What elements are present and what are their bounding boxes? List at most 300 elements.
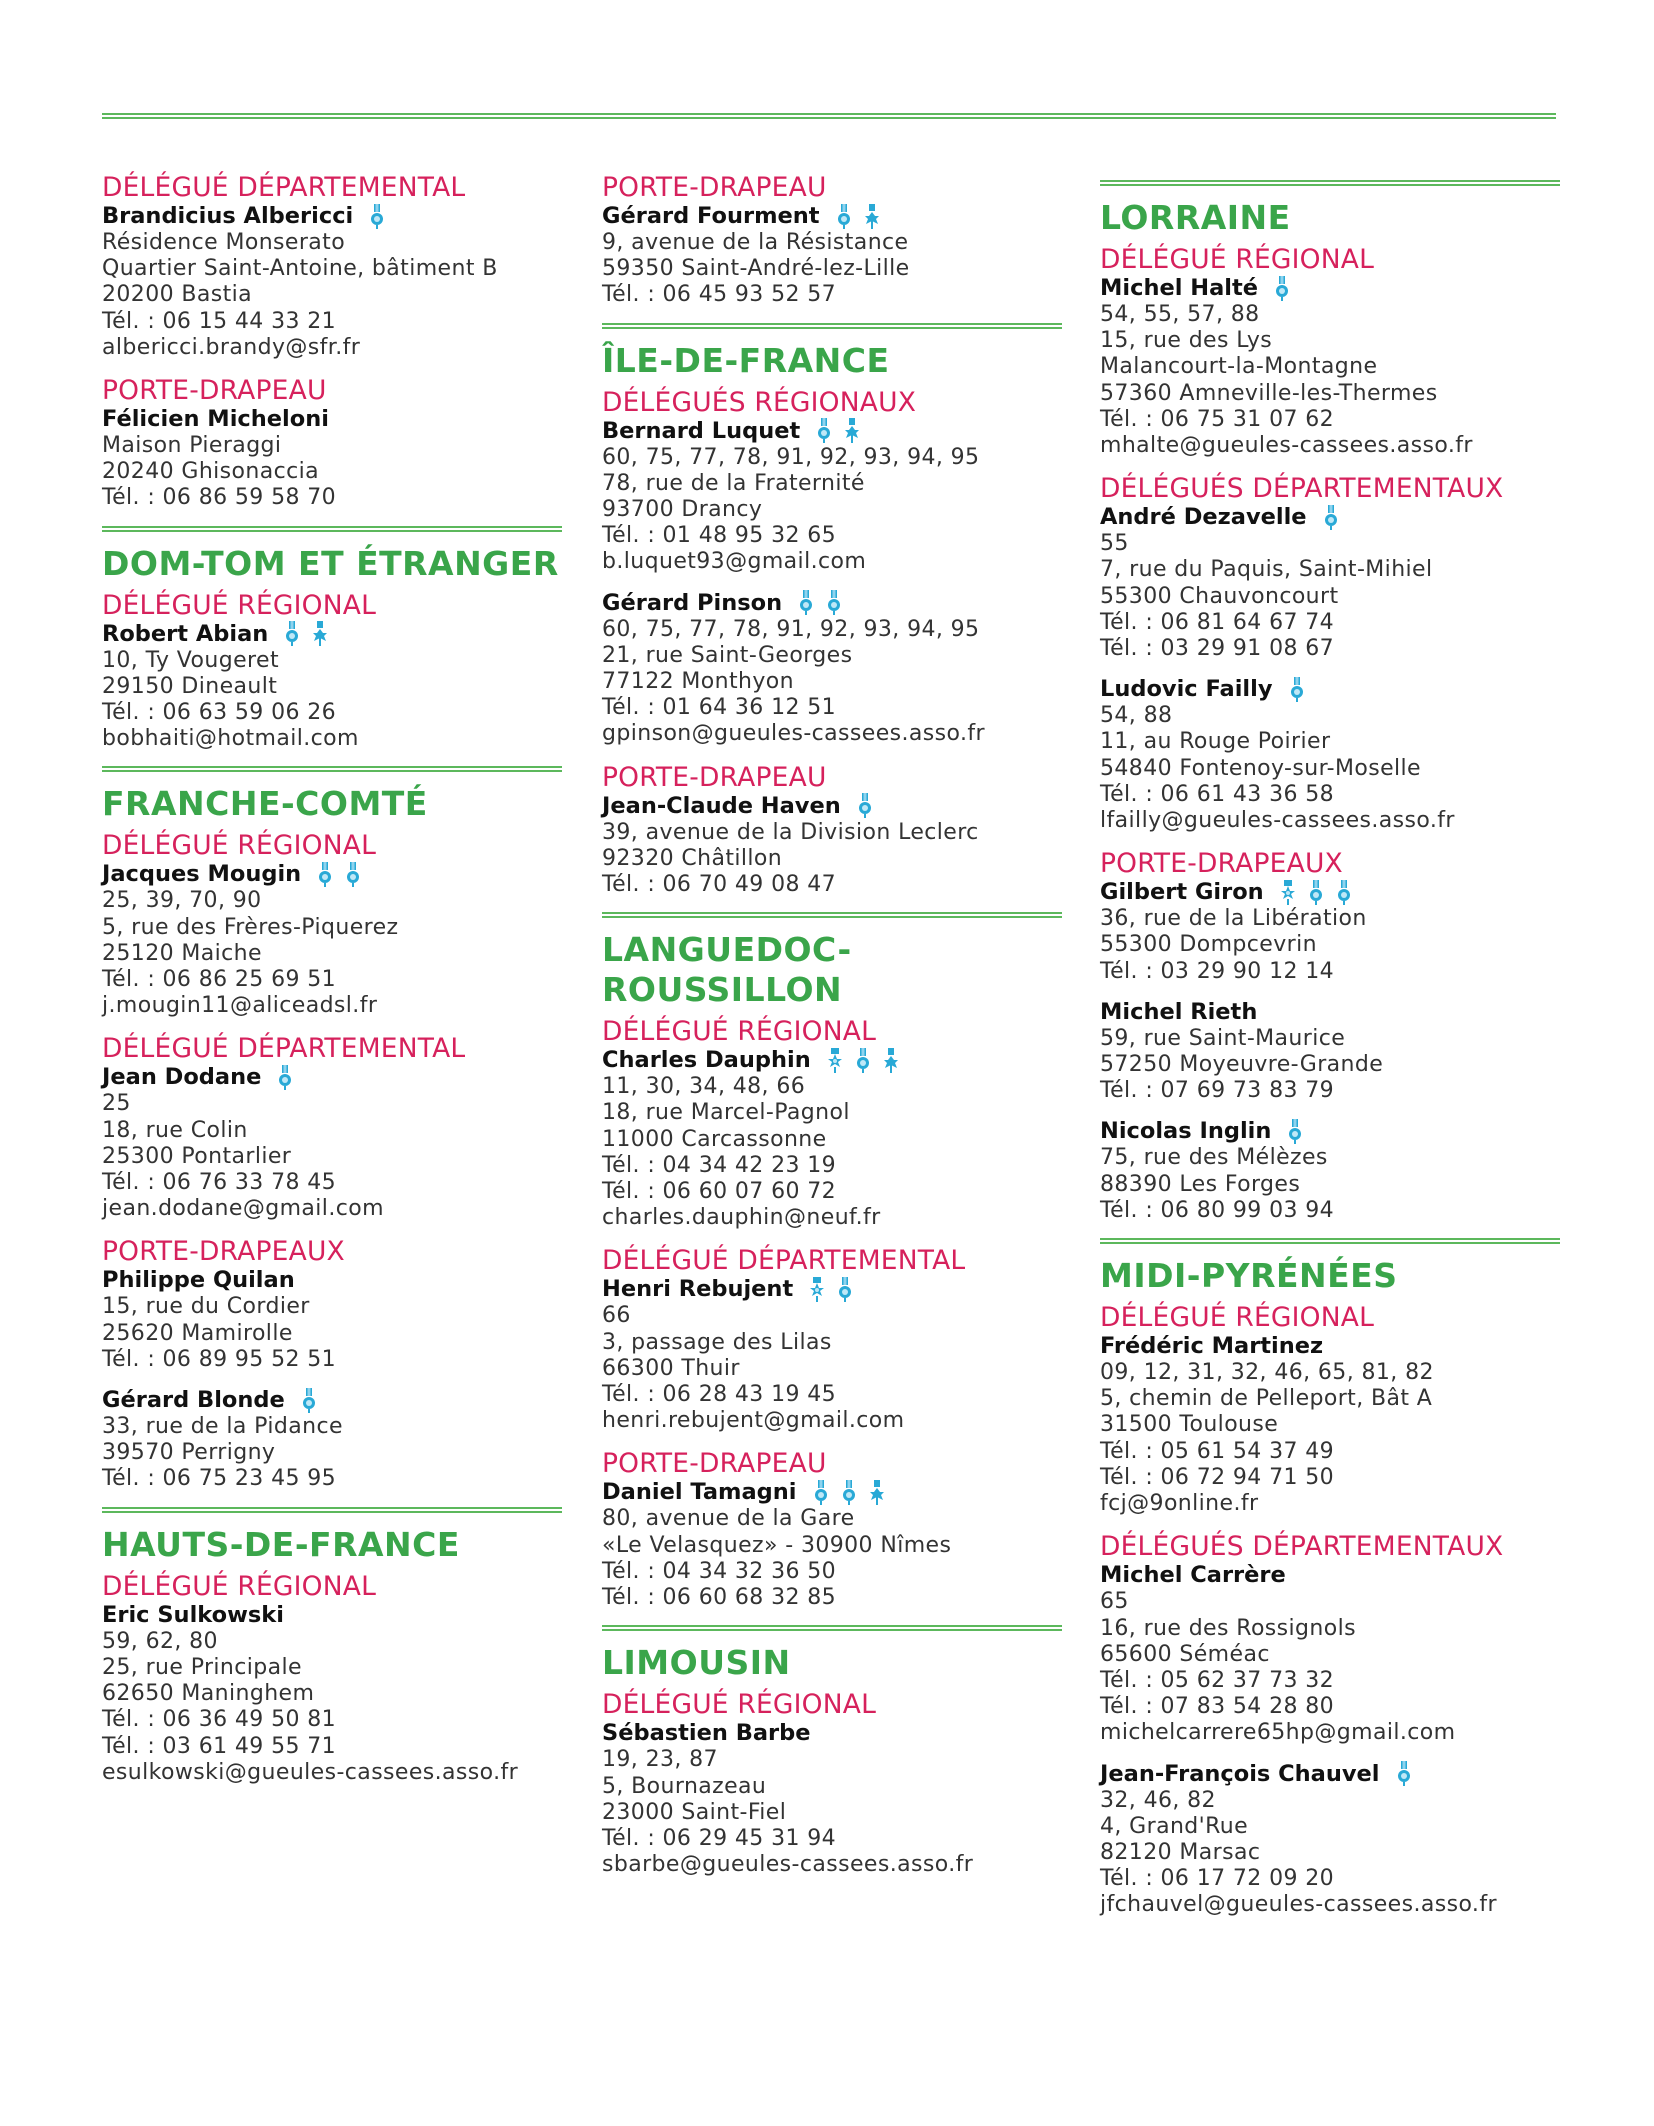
contact-line: Tél. : 06 86 59 58 70 — [102, 485, 337, 511]
contact-entry — [1100, 1118, 1560, 1224]
medals-group — [1280, 880, 1352, 906]
role-label: PORTE-DRAPEAUX — [1100, 848, 1343, 880]
region-header — [602, 912, 1062, 1010]
contact-line: 55 — [1100, 531, 1129, 557]
role-block — [1100, 473, 1560, 834]
medal-icon — [301, 1388, 317, 1414]
contact-line: 15, rue du Cordier — [102, 1294, 310, 1320]
medals-group — [1396, 1761, 1412, 1787]
role-block — [102, 1236, 562, 1492]
role-label: DÉLÉGUÉ RÉGIONAL — [1100, 244, 1375, 275]
medal-icon — [369, 204, 385, 230]
role-block — [602, 1245, 1062, 1434]
role-block — [602, 387, 1062, 748]
contact-name — [1100, 504, 1560, 531]
contact-entry — [1100, 1761, 1560, 1919]
contact-line: Tél. : 05 62 37 73 32 — [1100, 1667, 1335, 1693]
region-divider — [602, 1625, 1062, 1631]
contact-name — [102, 1602, 562, 1629]
medal-icon — [1274, 276, 1290, 302]
contact-name-text: Bernard Luquet — [602, 417, 801, 444]
email-link[interactable]: bobhaiti@hotmail.com — [102, 726, 359, 752]
contact-line: 23000 Saint-Fiel — [602, 1799, 787, 1825]
contact-name — [102, 406, 562, 433]
medal-icon — [816, 418, 832, 444]
contact-line: Tél. : 06 60 68 32 85 — [602, 1585, 837, 1611]
contact-name — [602, 203, 1062, 230]
contact-line: 25, rue Principale — [102, 1654, 302, 1680]
contact-line: Tél. : 06 60 07 60 72 — [602, 1179, 837, 1205]
contact-line: 82120 Marsac — [1100, 1839, 1261, 1865]
role-label: DÉLÉGUÉ DÉPARTEMENTAL — [102, 1033, 466, 1065]
region-header — [602, 323, 1062, 381]
contact-line: Résidence Monserato — [102, 230, 346, 255]
medals-group — [827, 1048, 899, 1074]
region-title: LANGUEDOC-ROUSSILLON — [602, 930, 852, 1010]
contact-name — [1100, 999, 1560, 1026]
contact-name-text: Frédéric Martinez — [1100, 1333, 1324, 1360]
top-divider — [102, 113, 1556, 119]
email-link[interactable]: michelcarrere65hp@gmail.com — [1100, 1720, 1456, 1746]
contact-line: Tél. : 01 48 95 32 65 — [602, 523, 837, 549]
contact-entry — [102, 1602, 562, 1786]
email-link[interactable]: henri.rebujent@gmail.com — [602, 1408, 905, 1434]
contact-name — [102, 1387, 562, 1414]
medal-icon — [1287, 1119, 1303, 1145]
contact-line: Tél. : 06 29 45 31 94 — [602, 1825, 837, 1851]
medals-group — [1274, 276, 1290, 302]
medal-icon — [813, 1480, 829, 1506]
contact-line: 25620 Mamirolle — [102, 1320, 293, 1346]
contact-line: 25120 Maiche — [102, 940, 262, 966]
contact-line: 54, 55, 57, 88 — [1100, 302, 1260, 327]
contact-name-text: Michel Rieth — [1100, 998, 1258, 1025]
contact-entry — [1100, 1562, 1560, 1746]
contact-name — [1100, 1562, 1560, 1589]
medal-icon — [855, 1048, 871, 1074]
contact-line: Tél. : 06 75 31 07 62 — [1100, 406, 1335, 432]
region-title: HAUTS-DE-FRANCE — [102, 1524, 460, 1564]
role-block — [602, 1448, 1062, 1611]
contact-entry — [602, 590, 1062, 748]
contact-line: Tél. : 06 15 44 33 21 — [102, 308, 337, 334]
contact-name-text: Jacques Mougin — [102, 861, 302, 888]
column-middle — [602, 172, 1062, 1892]
contact-line: 59350 Saint-André-lez-Lille — [602, 256, 910, 282]
email-link[interactable]: jfchauvel@gueules-cassees.asso.fr — [1100, 1892, 1497, 1918]
role-label: DÉLÉGUÉS RÉGIONAUX — [602, 386, 917, 418]
contact-line: 18, rue Colin — [102, 1117, 248, 1143]
region-divider — [1100, 180, 1560, 186]
role-block — [602, 762, 1062, 899]
contact-line: 18, rue Marcel-Pagnol — [602, 1100, 850, 1126]
medal-icon — [1308, 880, 1324, 906]
contact-entry — [102, 621, 562, 753]
role-label: PORTE-DRAPEAU — [602, 172, 827, 203]
role-label: PORTE-DRAPEAU — [602, 761, 827, 793]
contact-entry — [102, 1267, 562, 1373]
medals-group — [816, 418, 860, 444]
medals-group — [284, 621, 328, 647]
contact-line: Tél. : 06 70 49 08 47 — [602, 872, 837, 898]
medal-icon — [836, 204, 852, 230]
role-label: DÉLÉGUÉS DÉPARTEMENTAUX — [1100, 1531, 1504, 1563]
contact-name-text: Brandicius Albericci — [102, 203, 354, 229]
contact-line: 4, Grand'Rue — [1100, 1813, 1249, 1839]
contact-line: 54840 Fontenoy-sur-Moselle — [1100, 755, 1421, 781]
region-header — [102, 1507, 562, 1565]
region-divider — [602, 912, 1062, 918]
contact-line: 55300 Dompcevrin — [1100, 932, 1317, 958]
contact-line: 93700 Drancy — [602, 497, 763, 523]
role-label: DÉLÉGUÉ DÉPARTEMENTAL — [102, 172, 466, 203]
contact-entry — [602, 203, 1062, 309]
medal-icon — [345, 862, 361, 888]
email-link[interactable]: lfailly@gueules-cassees.asso.fr — [1100, 808, 1455, 834]
contact-line: 88390 Les Forges — [1100, 1171, 1301, 1197]
contact-name — [102, 1267, 562, 1294]
contact-entry — [1100, 504, 1560, 662]
medals-group — [809, 1277, 853, 1303]
medal-icon — [1396, 1761, 1412, 1787]
region-divider — [102, 766, 562, 772]
role-block — [1100, 848, 1560, 1224]
contact-name — [102, 1064, 562, 1091]
contact-entry — [1100, 676, 1560, 834]
contact-line: 31500 Toulouse — [1100, 1412, 1279, 1438]
contact-line: Tél. : 06 75 23 45 95 — [102, 1466, 337, 1492]
contact-name-text: Daniel Tamagni — [602, 1479, 797, 1506]
contact-line: Tél. : 06 17 72 09 20 — [1100, 1866, 1335, 1892]
medal-icon — [284, 621, 300, 647]
contact-name — [602, 1047, 1062, 1074]
contact-line: 5, rue des Frères-Piquerez — [102, 914, 399, 940]
role-label: PORTE-DRAPEAU — [602, 1448, 827, 1480]
email-link[interactable]: gpinson@gueules-cassees.asso.fr — [602, 721, 985, 747]
star-medal-icon — [827, 1048, 843, 1074]
role-label: PORTE-DRAPEAU — [102, 375, 327, 407]
contact-name-text: Jean-Claude Haven — [602, 792, 841, 819]
medal-icon — [1289, 677, 1305, 703]
role-label: DÉLÉGUÉ DÉPARTEMENTAL — [602, 1245, 966, 1277]
contact-line: 62650 Maninghem — [102, 1681, 315, 1707]
medal-icon — [837, 1277, 853, 1303]
contact-line: Tél. : 01 64 36 12 51 — [602, 695, 837, 721]
email-link[interactable]: jean.dodane@gmail.com — [102, 1196, 384, 1222]
contact-line: 10, Ty Vougeret — [102, 647, 279, 673]
medal-icon — [798, 590, 814, 616]
contact-line: Quartier Saint-Antoine, bâtiment B — [102, 256, 498, 282]
contact-name-text: Gilbert Giron — [1100, 879, 1264, 906]
role-block — [102, 1571, 562, 1786]
region-divider — [102, 1507, 562, 1513]
region-header — [1100, 1238, 1560, 1296]
role-block — [102, 590, 562, 753]
contact-line: 11000 Carcassonne — [602, 1126, 827, 1152]
contact-line: Tél. : 06 76 33 78 45 — [102, 1170, 337, 1196]
medals-group — [836, 204, 880, 230]
cross-medal-icon — [883, 1048, 899, 1074]
contact-line: 65600 Séméac — [1100, 1641, 1270, 1667]
medals-group — [301, 1388, 317, 1414]
contact-name-text: Charles Dauphin — [602, 1047, 811, 1074]
contact-line: 66300 Thuir — [602, 1355, 740, 1381]
role-label: DÉLÉGUÉ RÉGIONAL — [102, 1570, 377, 1602]
contact-entry — [602, 1276, 1062, 1434]
contact-name-text: André Dezavelle — [1100, 504, 1307, 531]
contact-name-text: Michel Halté — [1100, 275, 1259, 301]
contact-line: 60, 75, 77, 78, 91, 92, 93, 94, 95 — [602, 444, 980, 470]
region-title: FRANCHE-COMTÉ — [102, 784, 428, 824]
contact-name-text: Robert Abian — [102, 620, 269, 647]
contact-line: 39570 Perrigny — [102, 1440, 276, 1466]
region-title: ÎLE-DE-FRANCE — [602, 340, 890, 380]
contact-line: 5, chemin de Pelleport, Bât A — [1100, 1386, 1433, 1412]
star-medal-icon — [1280, 880, 1296, 906]
region-title: MIDI-PYRÉNÉES — [1100, 1256, 1398, 1296]
contact-line: 39, avenue de la Division Leclerc — [602, 819, 979, 845]
contact-name — [602, 1276, 1062, 1303]
contact-line: 59, rue Saint-Maurice — [1100, 1025, 1346, 1051]
region-title: DOM-TOM ET ÉTRANGER — [102, 543, 559, 583]
contact-line: 7, rue du Paquis, Saint-Mihiel — [1100, 557, 1433, 583]
contact-entry — [1100, 999, 1560, 1105]
contact-line: 92320 Châtillon — [602, 845, 783, 871]
contact-line: Tél. : 06 81 64 67 74 — [1100, 609, 1335, 635]
cross-medal-icon — [312, 621, 328, 647]
role-label: DÉLÉGUÉ RÉGIONAL — [102, 830, 377, 862]
contact-line: Tél. : 06 86 25 69 51 — [102, 967, 337, 993]
contact-line: 25, 39, 70, 90 — [102, 888, 262, 914]
contact-line: Maison Pieraggi — [102, 433, 282, 459]
role-block — [102, 375, 562, 512]
contact-name-text: Eric Sulkowski — [102, 1601, 284, 1628]
contact-name-text: Philippe Quilan — [102, 1267, 295, 1294]
role-label: DÉLÉGUÉ RÉGIONAL — [102, 589, 377, 621]
cross-medal-icon — [844, 418, 860, 444]
medals-group — [1323, 505, 1339, 531]
contact-name-text: Gérard Pinson — [602, 589, 783, 616]
email-link[interactable]: albericci.brandy@sfr.fr — [102, 334, 361, 360]
contact-line: Tél. : 06 36 49 50 81 — [102, 1707, 337, 1733]
contact-line: Tél. : 05 61 54 37 49 — [1100, 1438, 1335, 1464]
contact-name — [602, 418, 1062, 445]
email-link[interactable]: b.luquet93@gmail.com — [602, 549, 867, 575]
contact-line: 19, 23, 87 — [602, 1747, 718, 1773]
contact-name-text: Jean-François Chauvel — [1100, 1760, 1380, 1787]
contact-entry — [602, 1720, 1062, 1878]
email-link[interactable]: j.mougin11@aliceadsl.fr — [102, 993, 378, 1019]
contact-line: 29150 Dineault — [102, 673, 278, 699]
medals-group — [1289, 677, 1305, 703]
contact-line: «Le Velasquez» - 30900 Nîmes — [602, 1532, 952, 1558]
contact-line: Tél. : 07 69 73 83 79 — [1100, 1078, 1335, 1104]
contact-name — [602, 590, 1062, 617]
email-link[interactable]: fcj@9online.fr — [1100, 1491, 1259, 1517]
region-divider — [102, 526, 562, 532]
contact-line: 75, rue des Mélèzes — [1100, 1145, 1328, 1171]
region-divider — [1100, 1238, 1560, 1244]
contact-name-text: Sébastien Barbe — [602, 1720, 811, 1747]
role-block — [1100, 1302, 1560, 1517]
contact-line: 60, 75, 77, 78, 91, 92, 93, 94, 95 — [602, 616, 980, 642]
region-title: LORRAINE — [1100, 198, 1291, 237]
contact-line: Tél. : 03 61 49 55 71 — [102, 1733, 337, 1759]
contact-entry — [602, 1479, 1062, 1611]
contact-name-text: Gérard Blonde — [102, 1387, 285, 1414]
contact-line: Tél. : 03 29 90 12 14 — [1100, 958, 1335, 984]
contact-line: 36, rue de la Libération — [1100, 906, 1367, 932]
cross-medal-icon — [869, 1480, 885, 1506]
contact-line: 25300 Pontarlier — [102, 1143, 292, 1169]
contact-line: 16, rue des Rossignols — [1100, 1615, 1356, 1641]
contact-line: 54, 88 — [1100, 703, 1173, 729]
contact-entry — [102, 861, 562, 1019]
contact-entry — [1100, 275, 1560, 459]
medal-icon — [826, 590, 842, 616]
contact-line: 11, au Rouge Poirier — [1100, 729, 1331, 755]
contact-entry — [602, 418, 1062, 576]
contact-name — [102, 861, 562, 888]
medal-icon — [1336, 880, 1352, 906]
medal-icon — [277, 1065, 293, 1091]
medals-group — [1287, 1119, 1303, 1145]
contact-name — [602, 793, 1062, 820]
contact-line: 57250 Moyeuvre-Grande — [1100, 1052, 1384, 1078]
medal-icon — [841, 1480, 857, 1506]
region-header — [1100, 180, 1560, 238]
role-label: DÉLÉGUÉ RÉGIONAL — [602, 1016, 877, 1048]
column-left — [102, 172, 562, 1800]
contact-entry — [102, 1387, 562, 1493]
medals-group — [369, 204, 385, 230]
role-block — [602, 172, 1062, 309]
email-link[interactable]: sbarbe@gueules-cassees.asso.fr — [602, 1852, 974, 1878]
medals-group — [813, 1480, 885, 1506]
contact-line: Tél. : 06 61 43 36 58 — [1100, 781, 1335, 807]
contact-name-text: Henri Rebujent — [602, 1276, 794, 1303]
contact-line: Tél. : 06 63 59 06 26 — [102, 700, 337, 726]
contact-line: 33, rue de la Pidance — [102, 1414, 343, 1440]
role-block — [102, 830, 562, 1019]
region-header — [602, 1625, 1062, 1683]
contact-entry — [1100, 879, 1560, 985]
contact-name — [102, 203, 562, 230]
role-label: DÉLÉGUÉS DÉPARTEMENTAUX — [1100, 473, 1504, 505]
contact-line: Tél. : 06 89 95 52 51 — [102, 1346, 337, 1372]
contact-line: 20240 Ghisonaccia — [102, 459, 320, 485]
role-block — [602, 1016, 1062, 1231]
contact-name — [602, 1720, 1062, 1747]
contact-name-text: Gérard Fourment — [602, 203, 820, 229]
contact-name — [1100, 879, 1560, 906]
medals-group — [857, 793, 873, 819]
contact-line: Tél. : 03 29 91 08 67 — [1100, 636, 1335, 662]
contact-name — [1100, 1118, 1560, 1145]
contact-line: Tél. : 06 72 94 71 50 — [1100, 1464, 1335, 1490]
region-title: LIMOUSIN — [602, 1643, 791, 1683]
contact-line: Tél. : 04 34 32 36 50 — [602, 1558, 837, 1584]
contact-line: 65 — [1100, 1589, 1129, 1615]
contact-name-text: Jean Dodane — [102, 1064, 262, 1091]
contact-entry — [102, 406, 562, 512]
contact-line: Malancourt-la-Montagne — [1100, 354, 1378, 380]
region-header — [102, 766, 562, 824]
contact-line: Tél. : 07 83 54 28 80 — [1100, 1694, 1335, 1720]
contact-line: 9, avenue de la Résistance — [602, 230, 909, 255]
medal-icon — [1323, 505, 1339, 531]
contact-line: 3, passage des Lilas — [602, 1329, 832, 1355]
contact-line: 55300 Chauvoncourt — [1100, 583, 1339, 609]
contact-line: 80, avenue de la Gare — [602, 1506, 855, 1532]
contact-entry — [1100, 1333, 1560, 1517]
medals-group — [317, 862, 361, 888]
role-label: PORTE-DRAPEAUX — [102, 1236, 345, 1268]
medals-group — [798, 590, 842, 616]
column-right — [1100, 176, 1560, 1933]
contact-line: 11, 30, 34, 48, 66 — [602, 1074, 806, 1100]
contact-line: 21, rue Saint-Georges — [602, 642, 853, 668]
contact-line: 25 — [102, 1091, 131, 1117]
contact-name — [1100, 676, 1560, 703]
role-block — [102, 1033, 562, 1222]
contact-line: 20200 Bastia — [102, 282, 253, 308]
contact-line: 32, 46, 82 — [1100, 1787, 1216, 1813]
contact-name-text: Félicien Micheloni — [102, 406, 329, 433]
region-divider — [602, 323, 1062, 329]
contact-name-text: Nicolas Inglin — [1100, 1118, 1272, 1145]
contact-entry — [102, 203, 562, 361]
contact-entry — [102, 1064, 562, 1222]
contact-name — [602, 1479, 1062, 1506]
email-link[interactable]: mhalte@gueules-cassees.asso.fr — [1100, 433, 1473, 459]
contact-line: 78, rue de la Fraternité — [602, 470, 865, 496]
role-label: DÉLÉGUÉ RÉGIONAL — [1100, 1302, 1375, 1334]
contact-entry — [602, 1047, 1062, 1231]
region-header — [102, 526, 562, 584]
contact-line: Tél. : 06 28 43 19 45 — [602, 1382, 837, 1408]
role-block — [1100, 1531, 1560, 1918]
medal-icon — [317, 862, 333, 888]
contact-name — [102, 621, 562, 648]
contact-name-text: Ludovic Failly — [1100, 676, 1273, 703]
contact-line: 77122 Monthyon — [602, 669, 794, 695]
role-block — [1100, 244, 1560, 459]
role-label: DÉLÉGUÉ RÉGIONAL — [602, 1689, 877, 1721]
contact-line: 5, Bournazeau — [602, 1773, 767, 1799]
email-link[interactable]: charles.dauphin@neuf.fr — [602, 1205, 881, 1231]
contact-line: 66 — [602, 1303, 631, 1329]
contact-name — [1100, 1333, 1560, 1360]
cross-medal-icon — [864, 204, 880, 230]
contact-line: Tél. : 06 45 93 52 57 — [602, 282, 837, 308]
role-block — [602, 1689, 1062, 1878]
contact-name-text: Michel Carrère — [1100, 1562, 1286, 1589]
star-medal-icon — [809, 1277, 825, 1303]
contact-line: Tél. : 06 80 99 03 94 — [1100, 1197, 1335, 1223]
contact-name — [1100, 1761, 1560, 1788]
role-block — [102, 172, 562, 361]
contact-line: 15, rue des Lys — [1100, 328, 1273, 354]
contact-line: 57360 Amneville-les-Thermes — [1100, 380, 1438, 406]
contact-name — [1100, 275, 1560, 302]
contact-line: 59, 62, 80 — [102, 1628, 218, 1654]
contact-line: Tél. : 04 34 42 23 19 — [602, 1152, 837, 1178]
medal-icon — [857, 793, 873, 819]
email-link[interactable]: esulkowski@gueules-cassees.asso.fr — [102, 1759, 519, 1785]
contact-entry — [602, 793, 1062, 899]
contact-line: 09, 12, 31, 32, 46, 65, 81, 82 — [1100, 1360, 1434, 1386]
